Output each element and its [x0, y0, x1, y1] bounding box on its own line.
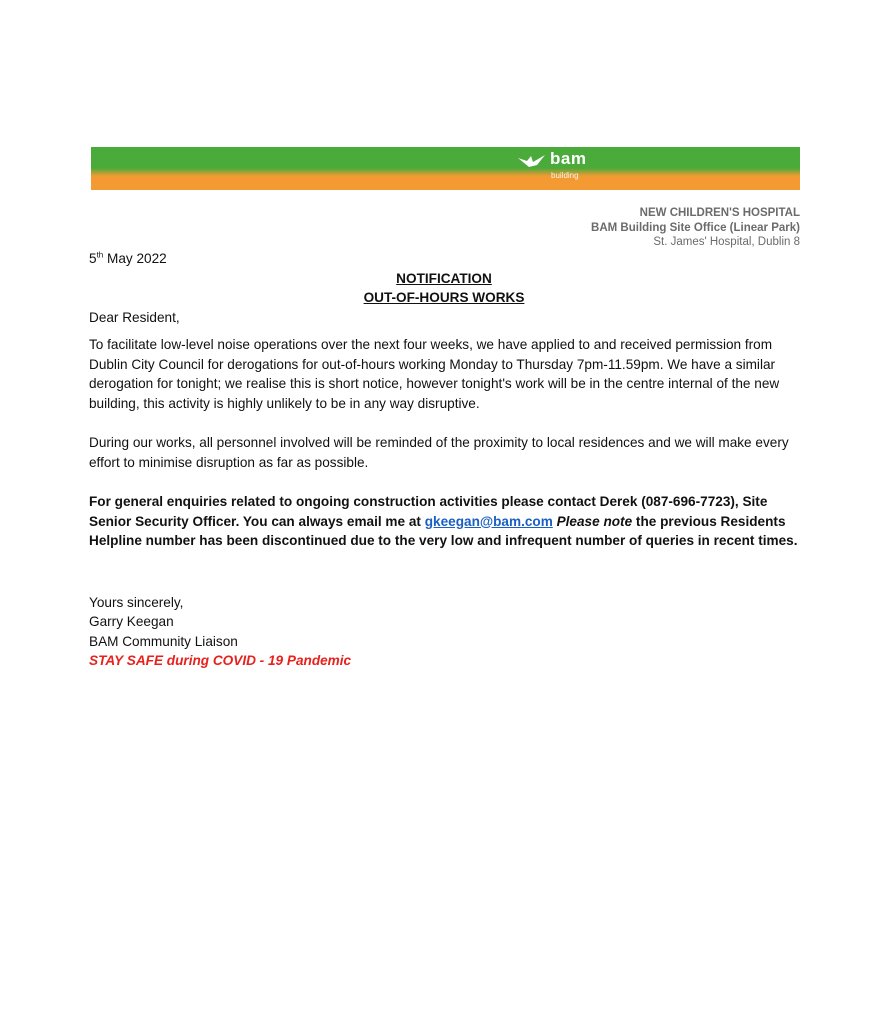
helpline-text: the previous Residents Helpline number has been discontinued due to the very low and infrequent number of queries in recent times.: [89, 513, 798, 548]
notice-subtitle: OUT-OF-HOURS WORKS: [363, 290, 525, 305]
address-line-2: BAM Building Site Office (Linear Park): [591, 221, 800, 234]
notice-title: NOTIFICATION: [396, 270, 492, 286]
address-line-1: NEW CHILDREN'S HOSPITAL: [639, 207, 800, 219]
paragraph-personnel: During our works, all personnel involved will be reminded of the proximity to local residences and we will make every effort to minimise disruption as far as possible.: [89, 435, 789, 470]
bam-logo: [517, 149, 617, 185]
closing: Yours sincerely,: [89, 594, 184, 610]
banner-gradient: [91, 168, 800, 176]
salutation: Dear Resident,: [89, 309, 180, 325]
signatory-name: Garry Keegan: [89, 614, 174, 629]
letter-date: [89, 249, 799, 269]
bird-icon: [517, 153, 547, 169]
date-suffix: th: [96, 250, 104, 260]
letterhead-banner: [91, 147, 800, 190]
signatory-role: BAM Community Liaison: [89, 633, 238, 649]
covid-notice: STAY SAFE during COVID - 19 Pandemic: [89, 653, 352, 668]
date-month-year: May 2022: [103, 251, 167, 266]
logo-word: bam: [550, 149, 587, 168]
site-address: [591, 206, 800, 250]
email-link[interactable]: gkeegan@bam.com: [424, 513, 553, 529]
enquiries-text: For general enquiries related to ongoing construction activities please contact Derek (087-696-7723), Site Senior Security Officer. You can always email me at: [89, 494, 768, 529]
banner-orange-stripe: [91, 174, 800, 190]
please-note-text: Please note: [556, 513, 633, 529]
paragraph-permission: To facilitate low-level noise operations over the next four weeks, we have applied to and received permission from Dublin City Council for derogations for out-of-hours working Monday to Thursday 7pm-11.59pm. We have a similar derogation for tonight; we realise this is short notice, however tonight's work will be in the centre internal of the new building, this activity is highly unlikely to be in any way disruptive.: [89, 337, 780, 411]
letter-body: [89, 249, 799, 671]
address-line-3: St. James' Hospital, Dublin 8: [653, 236, 800, 248]
paragraph-enquiries: [89, 492, 799, 551]
date-day: 5: [89, 251, 97, 266]
logo-subtitle: building: [551, 171, 579, 180]
